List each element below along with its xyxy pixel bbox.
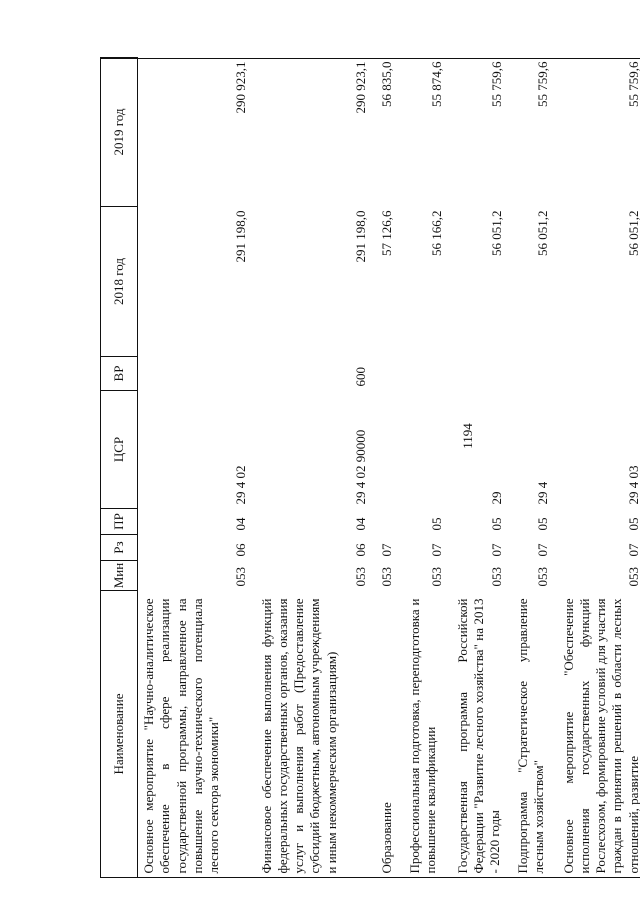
row-vr — [452, 357, 512, 391]
row-name: Образование — [378, 802, 394, 874]
row-csr: 29 4 02 90000 — [353, 429, 369, 505]
row-vr — [376, 357, 404, 391]
table-header-row — [101, 58, 138, 878]
row-rz: 06 — [353, 543, 369, 557]
row-csr: 29 4 03 — [625, 465, 640, 505]
row-pr: 04 — [353, 517, 369, 531]
row-rz: 06 — [233, 543, 249, 557]
table-row — [256, 58, 376, 878]
row-csr — [404, 391, 452, 509]
table-row — [512, 58, 558, 878]
row-2018: 291 198,0 — [353, 210, 369, 263]
row-2018: 56 051,2 — [625, 210, 640, 256]
row-min: 053 — [535, 567, 551, 587]
row-2019: 56 835,0 — [378, 61, 394, 107]
row-pr: 05 — [625, 517, 640, 531]
row-name: Основное мероприятие "Обеспечение исполнения государственных функций Рослесхозом, формирование условий для участия граждан в принятии решений в области лесных отношений, развитие — [560, 598, 640, 874]
row-name: Основное мероприятие "Научно-аналитическое обеспечение в сфере реализации государственной программы, направленное на повышение научно-технического потенциала лесного сектора экономики" — [141, 598, 221, 874]
column-header-pr: ПР — [101, 509, 138, 535]
table-row — [376, 58, 404, 878]
row-2019: 55 759,6 — [535, 61, 551, 107]
row-csr: 29 4 02 — [233, 465, 249, 505]
row-2018: 56 051,2 — [535, 210, 551, 256]
column-header-2019: 2019 год — [101, 58, 138, 207]
row-2019: 55 874,6 — [429, 61, 445, 107]
column-header-csr: ЦСР — [101, 391, 138, 509]
table-row — [404, 58, 452, 878]
row-csr: 29 4 — [535, 481, 551, 505]
row-name: Профессиональная подготовка, переподготовка и повышение квалификации — [406, 598, 438, 874]
row-min: 053 — [353, 567, 369, 587]
row-2018: 56 051,2 — [489, 210, 505, 256]
row-2018: 57 126,6 — [378, 210, 394, 256]
row-min: 053 — [489, 567, 505, 587]
row-rz: 07 — [625, 543, 640, 557]
row-min: 053 — [378, 567, 394, 587]
row-2019: 290 923,1 — [353, 61, 369, 114]
table-row — [138, 58, 256, 878]
row-rz: 07 — [489, 543, 505, 557]
column-header-rz: Рз — [101, 535, 138, 561]
row-pr — [376, 509, 404, 535]
page-number: 1194 — [459, 423, 475, 449]
row-vr — [138, 357, 256, 391]
row-vr: 600 — [353, 367, 369, 387]
row-min: 053 — [233, 567, 249, 587]
row-pr: 05 — [535, 517, 551, 531]
column-header-vr: ВР — [101, 357, 138, 391]
row-2018: 56 166,2 — [429, 210, 445, 256]
row-rz: 07 — [378, 543, 394, 557]
row-csr — [376, 391, 404, 509]
row-pr: 05 — [489, 517, 505, 531]
row-name: Государственная программа Российской Федерации "Развитие лесного хозяйства" на 2013 - 2020 годы — [454, 598, 502, 874]
row-name: Подпрограмма "Стратегическое управление лесным хозяйством" — [514, 598, 546, 874]
row-2019: 55 759,6 — [625, 61, 640, 107]
table-row — [452, 58, 512, 878]
row-vr — [404, 357, 452, 391]
row-pr: 05 — [429, 517, 445, 531]
row-min: 053 — [625, 567, 640, 587]
row-rz: 07 — [429, 543, 445, 557]
row-vr — [512, 357, 558, 391]
column-header-2018: 2018 год — [101, 207, 138, 357]
row-min: 053 — [429, 567, 445, 587]
table-row — [558, 58, 640, 878]
row-name: Финансовое обеспечение выполнения функций федеральных государственных органов, оказания услуг и выполнения работ (Предоставление субсидий бюджетным, автономным учреждениям и иным некоммерческим организациям) — [258, 598, 339, 874]
row-2019: 55 759,6 — [489, 61, 505, 107]
budget-table — [100, 57, 640, 878]
row-2019: 290 923,1 — [233, 61, 249, 114]
column-header-min: Мин — [101, 561, 138, 591]
column-header-name: Наименование — [101, 591, 138, 878]
budget-table-sheet — [100, 58, 640, 878]
row-2018: 291 198,0 — [233, 210, 249, 263]
row-rz: 07 — [535, 543, 551, 557]
row-vr — [558, 357, 640, 391]
row-pr: 04 — [233, 517, 249, 531]
row-csr: 29 — [489, 491, 505, 505]
